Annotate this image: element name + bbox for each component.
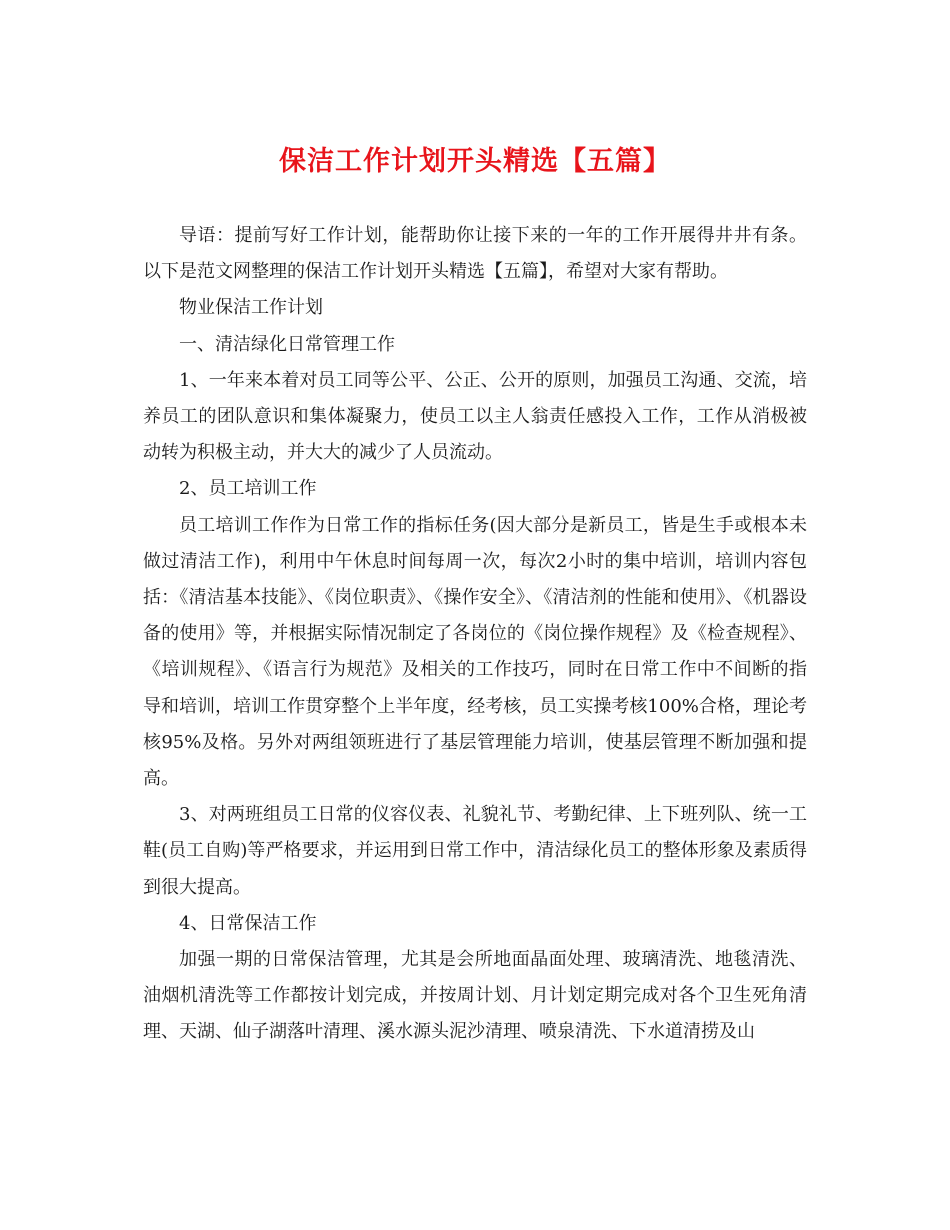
paragraph-cleaning: 加强一期的日常保洁管理，尤其是会所地面晶面处理、玻璃清洗、地毯清洗、油烟机清洗等工作都按计划完成，并按周计划、月计划定期完成对各个卫生死角清理、天湖、仙子湖落叶清理、溪水源头泥沙清理、喷泉清洗、下水道清捞及山 (143, 949, 807, 1043)
paragraph-heading: 物业保洁工作计划 (179, 297, 323, 319)
paragraph-item-2-heading: 2、员工培训工作 (179, 478, 317, 500)
paragraph-section-heading: 一、清洁绿化日常管理工作 (179, 333, 395, 355)
paragraph-intro: 导语：提前写好工作计划，能帮助你让接下来的一年的工作开展得井井有条。以下是范文网整理的保洁工作计划开头精选【五篇】，希望对大家有帮助。 (143, 225, 807, 283)
paragraph-item-1: 1、一年来本着对员工同等公平、公正、公开的原则，加强员工沟通、交流，培养员工的团队意识和集体凝聚力，使员工以主人翁责任感投入工作，工作从消极被动转为积极主动，并大大的减少了人员流动。 (143, 369, 807, 464)
document-title: 保洁工作计划开头精选【五篇】 (279, 146, 671, 177)
paragraph-item-3: 3、对两班组员工日常的仪容仪表、礼貌礼节、考勤纪律、上下班列队、统一工鞋(员工自购)等严格要求，并运用到日常工作中，清洁绿化员工的整体形象及素质得到很大提高。 (143, 804, 807, 898)
paragraph-item-4-heading: 4、日常保洁工作 (179, 912, 317, 934)
document-body (143, 218, 807, 1051)
paragraph-training: 员工培训工作作为日常工作的指标任务(因大部分是新员工，皆是生手或根本未做过清洁工作)，利用中午休息时间每周一次，每次2小时的集中培训，培训内容包括：《清洁基本技能》、《岗位职责》、《操作安全》、《清洁剂的性能和使用》、《机器设备的使用》等，并根据实际情况制定了各岗位的《岗位操作规程》及《检查规程》、《培训规程》、《语言行为规范》及相关的工作技巧，同时在日常工作中不间断的指导和培训，培训工作贯穿整个上半年度，经考核，员工实操考核100%合格，理论考核95%及格。另外对两组领班进行了基层管理能力培训，使基层管理不断加强和提高。 (143, 514, 807, 790)
